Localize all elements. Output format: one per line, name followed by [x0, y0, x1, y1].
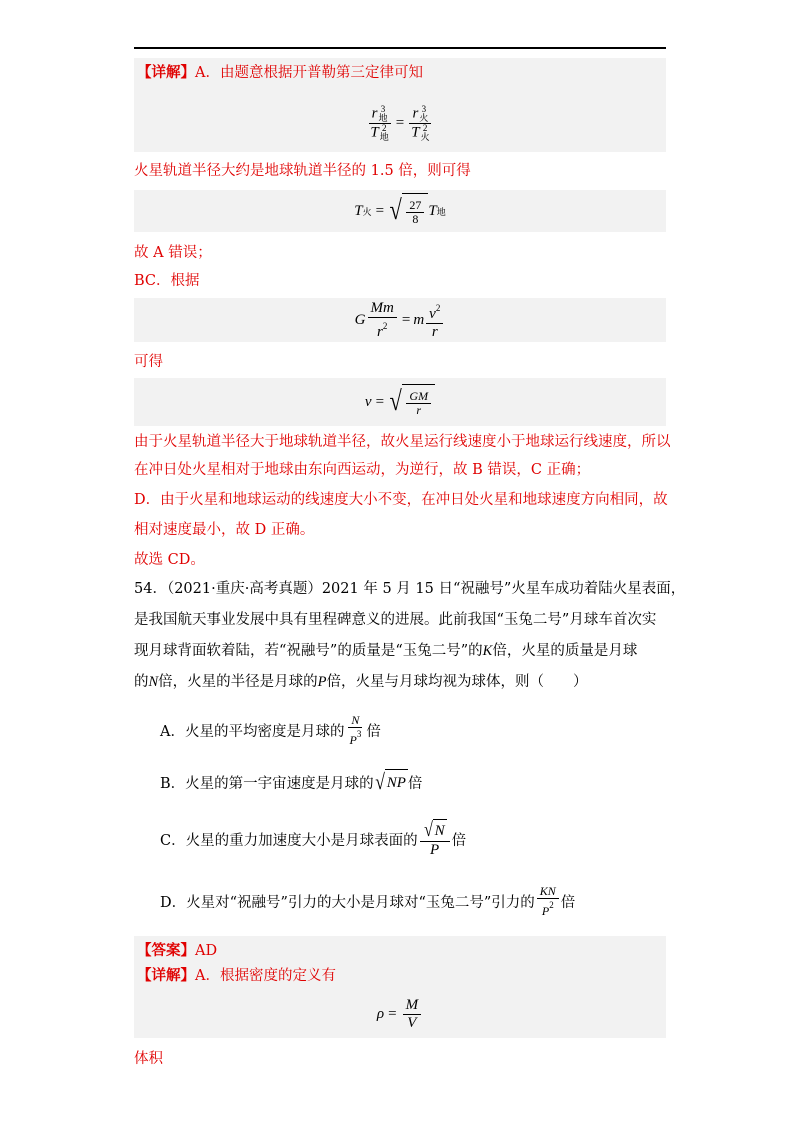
bc-intro: BC．根据	[134, 273, 200, 289]
bc-then: 可得	[134, 354, 163, 370]
d-line1: D．由于火星和地球运动的线速度大小不变，在冲日处火星和地球速度方向相同，故	[134, 492, 668, 508]
final-answer-cd: 故选 CD。	[134, 552, 205, 568]
document-body	[134, 58, 686, 1074]
volume-text: 体积	[134, 1051, 163, 1067]
kepler-formula: r 3 地 T 2 地 = r 3 火 T 2 火	[134, 94, 666, 152]
conclusion-a: 故 A 错误；	[134, 245, 212, 261]
kepler-right-fraction: r 3 火 T 2 火	[411, 103, 430, 142]
header-rule	[134, 47, 666, 49]
option-b: B．火星的第一宇宙速度是月球的 √ NP 倍	[160, 769, 423, 794]
question-54-line3: 现月球背面软着陆，若“祝融号”的质量是“玉兔二号”的K倍，火星的质量是月球	[134, 643, 638, 659]
explain2-intro: 【详解】A．根据密度的定义有	[134, 964, 666, 990]
explain-text: A．由题意根据开普勒第三定律可知	[195, 65, 423, 81]
velocity-formula: v = √ $\frac{GM}{r}$	[134, 378, 666, 426]
question-54-line4: 的N倍，火星的半径是月球的P倍，火星与月球均视为球体，则（ ）	[134, 674, 588, 690]
bc-reason-line1: 由于火星轨道半径大于地球轨道半径，故火星运行线速度小于地球运行线速度，所以	[134, 434, 671, 450]
option-c: C．火星的重力加速度大小是月球表面的 √ N P 倍	[160, 819, 467, 858]
answer-tag: 【答案】	[137, 942, 195, 959]
kepler-left-fraction: r 3 地 T 2 地	[370, 103, 389, 142]
d-line2: 相对速度最小，故 D 正确。	[134, 522, 315, 538]
explain-intro	[134, 58, 666, 94]
question-54-line2: 是我国航天事业发展中具有里程碑意义的进展。此前我国“玉兔二号”月球车首次实	[134, 612, 657, 628]
period-formula: T 火 = √ $\frac{27}{8}$ T 地	[134, 190, 666, 232]
explain-tag: 【详解】	[137, 64, 195, 81]
gravity-formula: G $\frac{Mm}{r^2}$ = m $\frac{v^2}{r}$	[134, 298, 666, 342]
ratio-text: 火星轨道半径大约是地球轨道半径的 1.5 倍，则可得	[134, 163, 471, 179]
answer-value: AD	[195, 943, 218, 959]
question-54-line1: 54．（2021·重庆·高考真题）2021 年 5 月 15 日“祝融号”火星车成功着陆火星表面，	[134, 581, 686, 597]
bc-reason-line2: 在冲日处火星相对于地球由东向西运动，为逆行，故 B 错误，C 正确；	[134, 462, 591, 478]
explain2-tag: 【详解】	[137, 967, 195, 984]
answer-row	[134, 936, 666, 964]
density-formula: ρ = $\frac{M}{V}$	[134, 990, 666, 1038]
option-d: D．火星对“祝融号”引力的大小是月球对“玉兔二号”引力的 $\frac{KN}{P^2}$ 倍	[160, 883, 576, 918]
option-a: A．火星的平均密度是月球的 $\frac{N}{P^3}$ 倍	[160, 712, 381, 747]
